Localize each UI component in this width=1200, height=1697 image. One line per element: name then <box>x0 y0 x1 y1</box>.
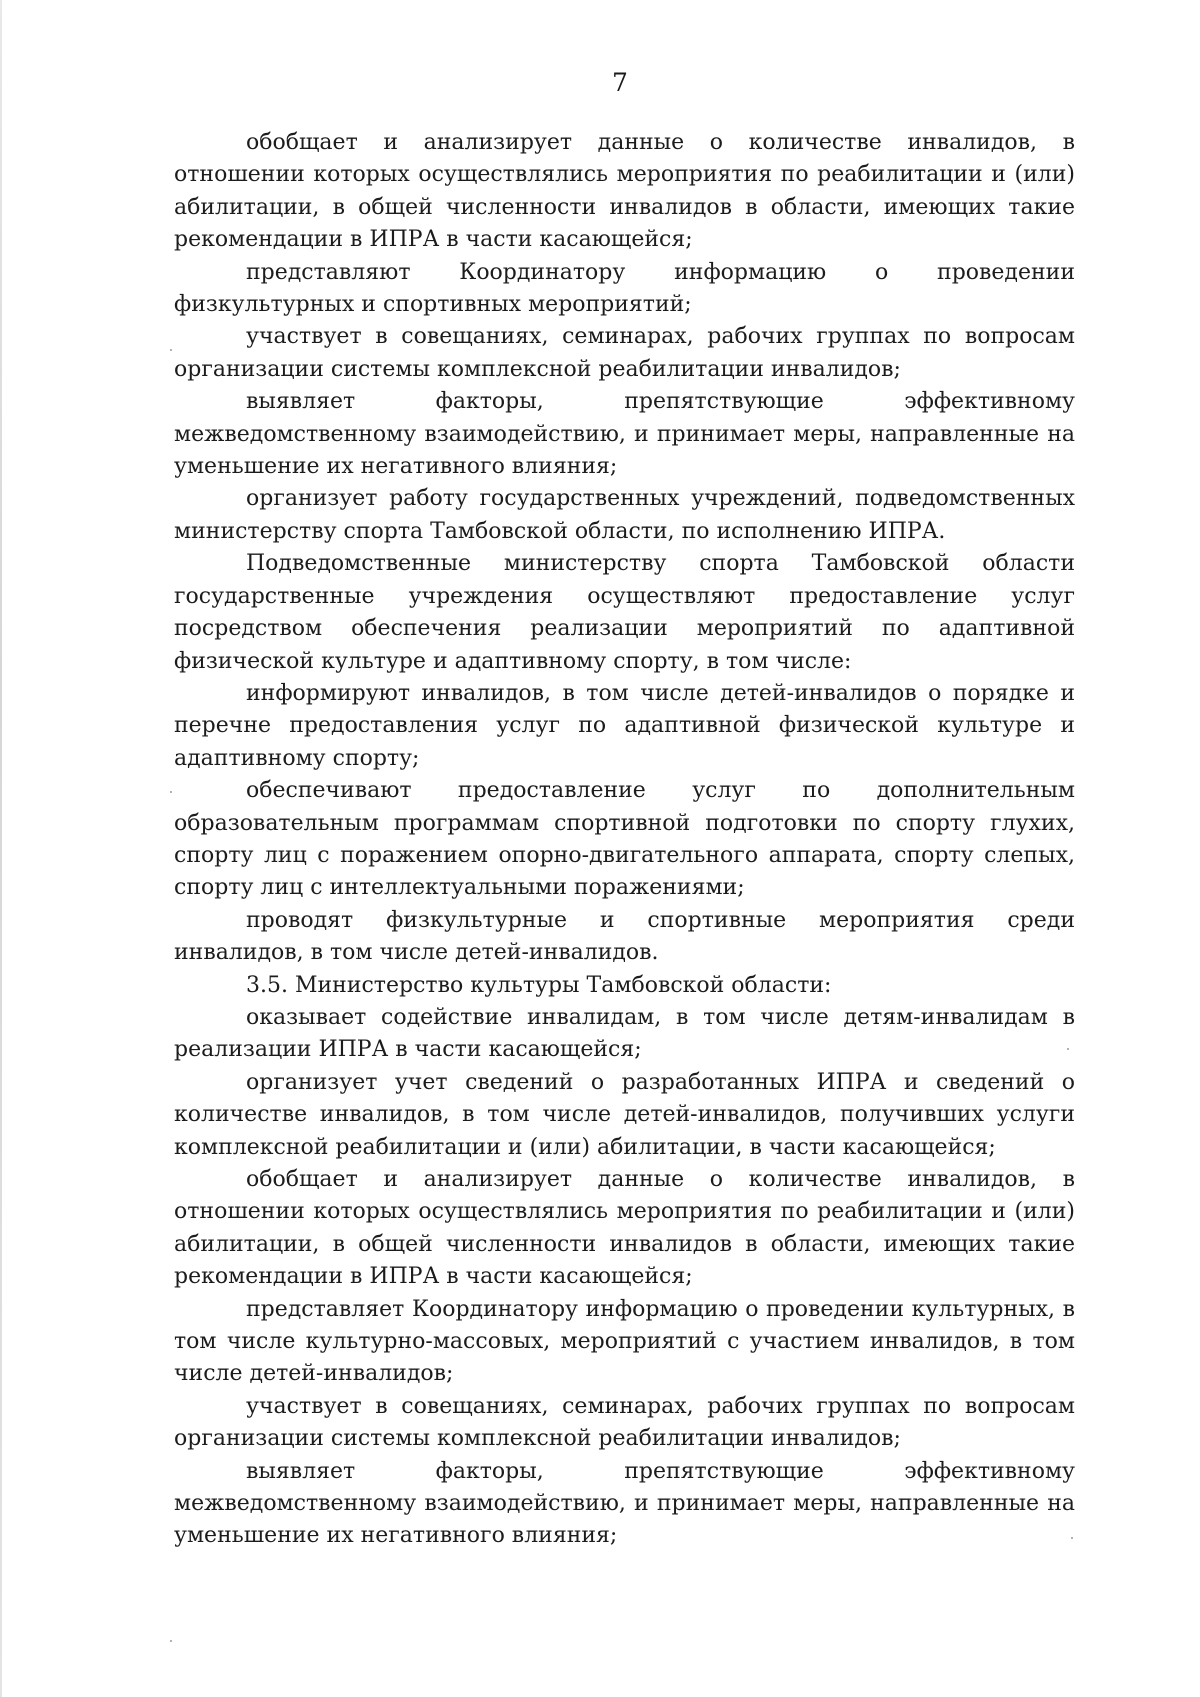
page-number: 7 <box>612 68 628 97</box>
scan-speck <box>170 791 172 793</box>
paragraph-2: представляют Координатору информацию о проведении физкультурных и спортивных мероприятий; <box>174 259 1075 318</box>
paragraph-8: обеспечивают предоставление услуг по дополнительным образовательным программам спортивной подготовки по спорту глухих, спорту лиц с поражением опорно-двигательного аппарата, спорту слепых, спорту лиц с интеллектуальными поражениями; <box>174 778 1075 901</box>
paragraph-15: участвует в совещаниях, семинарах, рабочих группах по вопросам организации системы комплексной реабилитации инвалидов; <box>174 1393 1075 1452</box>
paragraph-12: организует учет сведений о разработанных ИПРА и сведений о количестве инвалидов, в том числе детей-инвалидов, получивших услуги комплексной реабилитации и (или) абилитации, в части касающейся; <box>174 1069 1075 1160</box>
scan-speck <box>170 1640 172 1642</box>
paragraph-9: проводят физкультурные и спортивные мероприятия среди инвалидов, в том числе детей-инвалидов. <box>174 907 1075 966</box>
scan-speck <box>170 349 172 351</box>
scan-edge-shadow <box>0 0 2 1697</box>
paragraph-4: выявляет факторы, препятствующие эффективному межведомственному взаимодействию, и принимает меры, направленные на уменьшение их негативного влияния; <box>174 389 1075 480</box>
paragraph-7: информируют инвалидов, в том числе детей-инвалидов о порядке и перечне предоставления услуг по адаптивной физической культуре и адаптивному спорту; <box>174 680 1075 771</box>
paragraph-5: организует работу государственных учреждений, подведомственных министерству спорта Тамбовской области, по исполнению ИПРА. <box>174 486 1075 544</box>
paragraph-16: выявляет факторы, препятствующие эффективному межведомственному взаимодействию, и принимает меры, направленные на уменьшение их негативного влияния; <box>174 1458 1075 1549</box>
paragraph-1: обобщает и анализирует данные о количестве инвалидов, в отношении которых осуществлялись мероприятия по реабилитации и (или) абилитации, в общей численности инвалидов в области, имеющих такие рекомендации в ИПРА в части касающейся; <box>174 130 1075 253</box>
scan-speck <box>1067 1048 1069 1050</box>
scan-speck <box>1071 1537 1073 1539</box>
paragraph-6: Подведомственные министерству спорта Тамбовской области государственные учреждения осуществляют предоставление услуг посредством обеспечения реализации мероприятий по адаптивной физической культуре и адаптивному спорту, в том числе: <box>174 551 1075 674</box>
paragraph-11: оказывает содействие инвалидам, в том числе детям-инвалидам в реализации ИПРА в части касающейся; <box>174 1004 1075 1063</box>
document-body <box>174 127 1075 1553</box>
paragraph-13: обобщает и анализирует данные о количестве инвалидов, в отношении которых осуществлялись мероприятия по реабилитации и (или) абилитации, в общей численности инвалидов в области, имеющих такие рекомендации в ИПРА в части касающейся; <box>174 1167 1075 1290</box>
paragraph-3: участвует в совещаниях, семинарах, рабочих группах по вопросам организации системы комплексной реабилитации инвалидов; <box>174 324 1075 382</box>
section-heading-3-5: 3.5. Министерство культуры Тамбовской области: <box>246 972 832 998</box>
paragraph-14: представляет Координатору информацию о проведении культурных, в том числе культурно-массовых, мероприятий с участием инвалидов, в том числе детей-инвалидов; <box>174 1296 1075 1387</box>
